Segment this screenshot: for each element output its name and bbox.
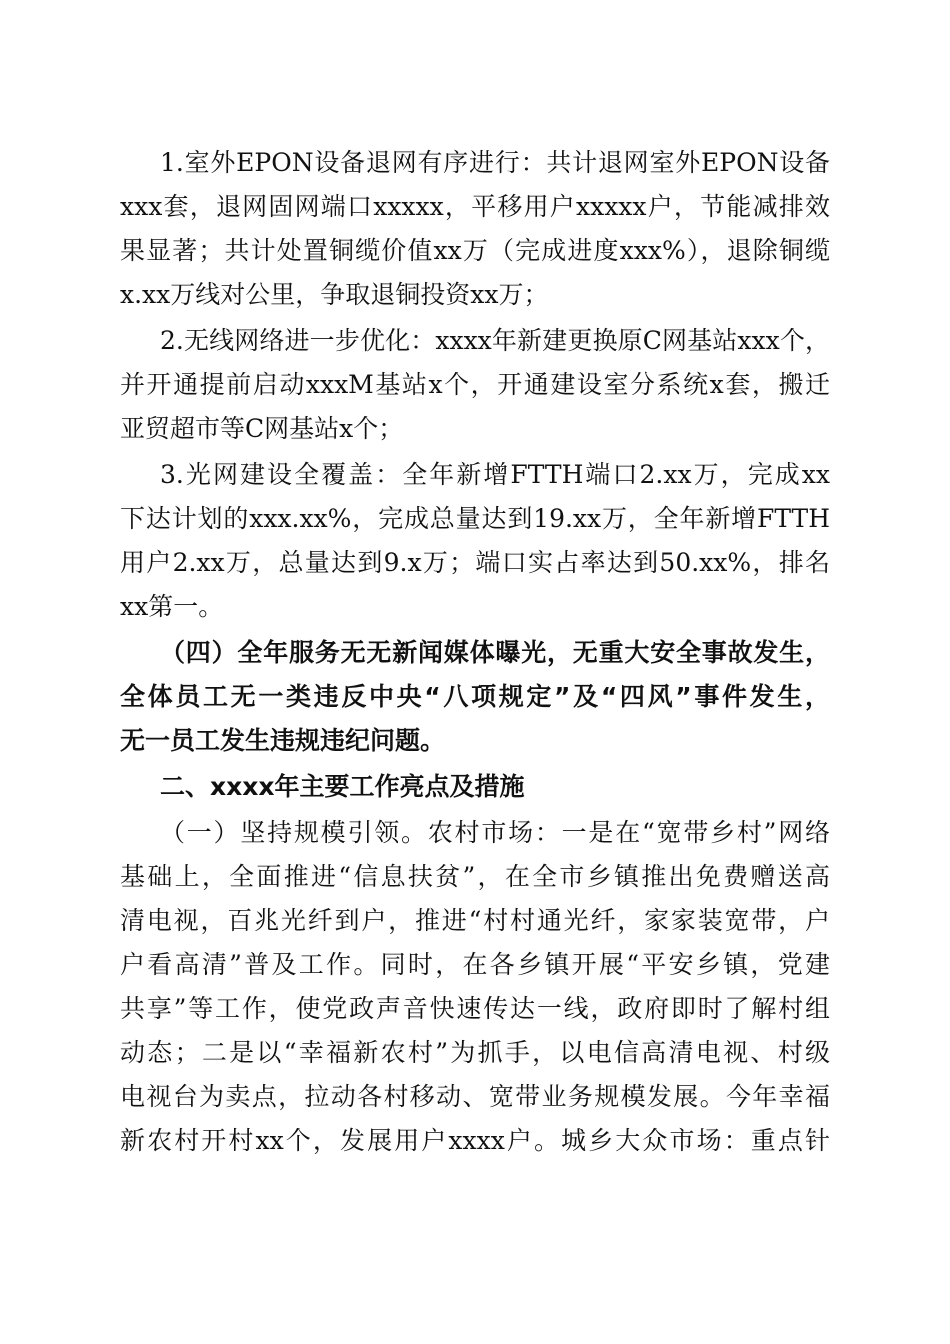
paragraph-line: 电视台为卖点，拉动各村移动、宽带业务规模发展。今年幸福 bbox=[120, 1082, 830, 1111]
paragraph-line: xxx套，退网固网端口xxxxx，平移用户xxxxx户，节能减排效 bbox=[120, 192, 830, 221]
paragraph-line: 户看高清”普及工作。同时，在各乡镇开展“平安乡镇，党建 bbox=[120, 950, 830, 979]
bold-paragraph-line: （四）全年服务无无新闻媒体曝光，无重大安全事故发生， bbox=[160, 638, 830, 667]
section-heading: 二、xxxx年主要工作亮点及措施 bbox=[160, 772, 525, 801]
paragraph-line: 1.室外EPON设备退网有序进行：共计退网室外EPON设备 bbox=[160, 148, 830, 177]
paragraph-line: x.xx万线对公里，争取退铜投资xx万； bbox=[120, 280, 549, 309]
paragraph-line: xx第一。 bbox=[120, 592, 224, 621]
paragraph-line: （一）坚持规模引领。农村市场：一是在“宽带乡村”网络 bbox=[160, 818, 830, 847]
paragraph-line: 基础上，全面推进“信息扶贫”，在全市乡镇推出免费赠送高 bbox=[120, 862, 830, 891]
paragraph-line: 用户2.xx万，总量达到9.x万；端口实占率达到50.xx%，排名 bbox=[120, 548, 830, 577]
paragraph-line: 3.光网建设全覆盖：全年新增FTTH端口2.xx万，完成xx bbox=[160, 460, 830, 489]
bold-paragraph-line: 全体员工无一类违反中央“八项规定”及“四风”事件发生， bbox=[120, 682, 830, 711]
paragraph-line: 新农村开村xx个，发展用户xxxx户。城乡大众市场：重点针 bbox=[120, 1126, 830, 1155]
bold-paragraph-line: 无一员工发生违规违纪问题。 bbox=[120, 726, 446, 755]
paragraph-line: 并开通提前启动xxxM基站x个，开通建设室分系统x套，搬迁 bbox=[120, 370, 830, 399]
paragraph-line: 清电视，百兆光纤到户，推进“村村通光纤，家家装宽带，户 bbox=[120, 906, 830, 935]
paragraph-line: 共享”等工作，使党政声音快速传达一线，政府即时了解村组 bbox=[120, 994, 830, 1023]
paragraph-line: 下达计划的xxx.xx%，完成总量达到19.xx万，全年新增FTTH bbox=[120, 504, 830, 533]
paragraph-line: 2.无线网络进一步优化：xxxx年新建更换原C网基站xxx个， bbox=[160, 326, 830, 355]
paragraph-line: 亚贸超市等C网基站x个； bbox=[120, 414, 404, 443]
paragraph-line: 果显著；共计处置铜缆价值xx万（完成进度xxx%），退除铜缆 bbox=[120, 236, 830, 265]
paragraph-line: 动态；二是以“幸福新农村”为抓手，以电信高清电视、村级 bbox=[120, 1038, 830, 1067]
